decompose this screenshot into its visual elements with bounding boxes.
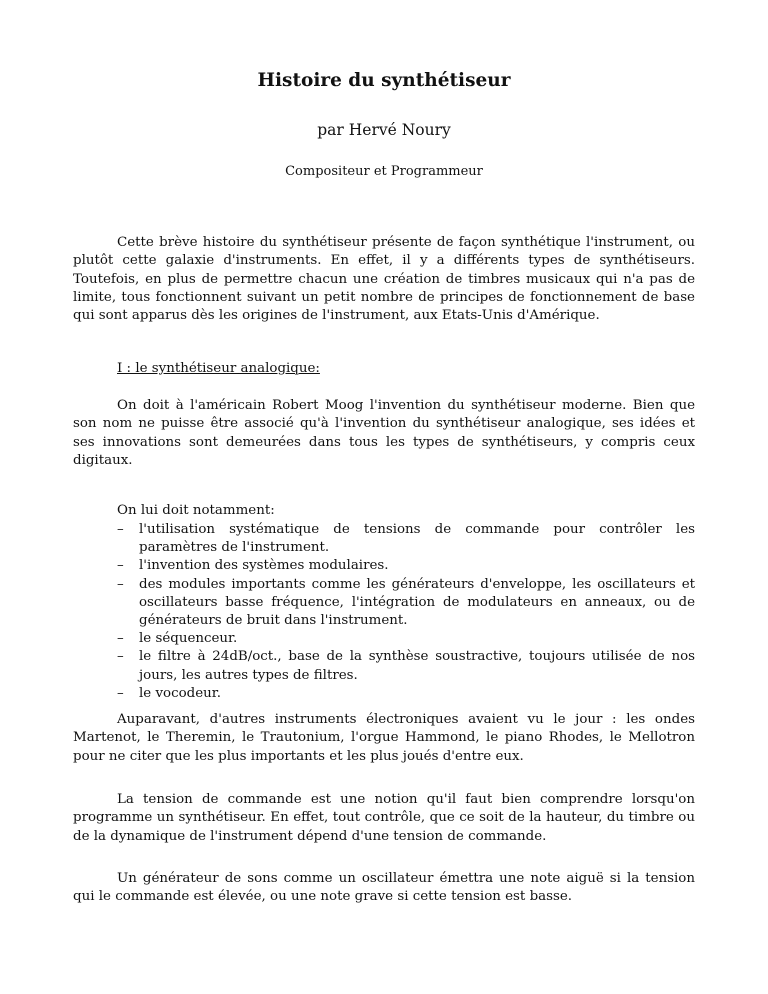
list-item [117, 630, 695, 648]
list-item [117, 648, 695, 684]
list-item [117, 685, 695, 703]
list-item-text: le filtre à 24dB/oct., base de la synthèse soustractive, toujours utilisée de nos jours, les autres types de filtres. [139, 649, 695, 683]
list-item-text: le vocodeur. [139, 685, 221, 701]
dash-marker: – [117, 685, 124, 701]
dash-marker: – [117, 522, 124, 537]
list-item [117, 557, 695, 575]
list-item-text: le séquenceur. [139, 631, 238, 647]
list-item-text: des modules importants comme les générateurs d'enveloppe, les oscillateurs et oscillateurs basse fréquence, l'intégration de modulateurs en anneaux, ou de générateurs de bruit dans l'instrument. [139, 576, 695, 629]
innovations-list [117, 521, 695, 703]
moog-paragraph: On doit à l'américain Robert Moog l'invention du synthétiseur moderne. Bien que son nom ne puisse être associé qu'à l'invention du synthétiseur analogique, ses idées et ses innovations sont demeurées dans tous les types de synthétiseurs, y compris ceux digitaux. [73, 398, 695, 468]
list-item [117, 576, 695, 631]
section-heading: I : le synthétiseur analogique: [117, 361, 320, 376]
dash-marker: – [117, 649, 124, 665]
document-title: Histoire du synthétiseur [257, 70, 511, 91]
control-voltage-paragraph: La tension de commande est une notion qu'il faut bien comprendre lorsqu'on programme un synthétiseur. En effet, tout contrôle, que ce soit de la hauteur, du timbre ou de la dynamique de l'instrument dépend d'une tension de commande. [73, 792, 695, 844]
list-item [117, 521, 695, 557]
earlier-instruments-paragraph: Auparavant, d'autres instruments électroniques avaient vu le jour : les ondes Martenot, le Theremin, le Trautonium, l'orgue Hammond, le piano Rhodes, le Mellotron pour ne citer que les plus importants et les plus joués d'entre eux. [73, 712, 695, 764]
author-role: Compositeur et Programmeur [285, 164, 483, 179]
intro-paragraph: Cette brève histoire du synthétiseur présente de façon synthétique l'instrument, ou plutôt cette galaxie d'instruments. En effet, il y a différents types de synthétiseurs. Toutefois, en plus de permettre chacun une création de timbres musicaux qui n'a pas de limite, tous fonctionnent suivant un petit nombre de principes de fonctionnement de base qui sont apparus dès les origines de l'instrument, aux Etats-Unis d'Amérique. [73, 235, 695, 324]
list-intro: On lui doit notamment: [117, 503, 275, 518]
dash-marker: – [117, 576, 124, 592]
list-item-text: l'utilisation systématique de tensions de commande pour contrôler les paramètres de l'instrument. [139, 522, 695, 556]
oscillator-paragraph: Un générateur de sons comme un oscillateur émettra une note aiguë si la tension qui le commande est élevée, ou une note grave si cette tension est basse. [73, 871, 695, 905]
dash-marker: – [117, 631, 124, 647]
list-item-text: l'invention des systèmes modulaires. [139, 558, 389, 574]
document-author: par Hervé Noury [317, 121, 451, 139]
dash-marker: – [117, 558, 124, 574]
